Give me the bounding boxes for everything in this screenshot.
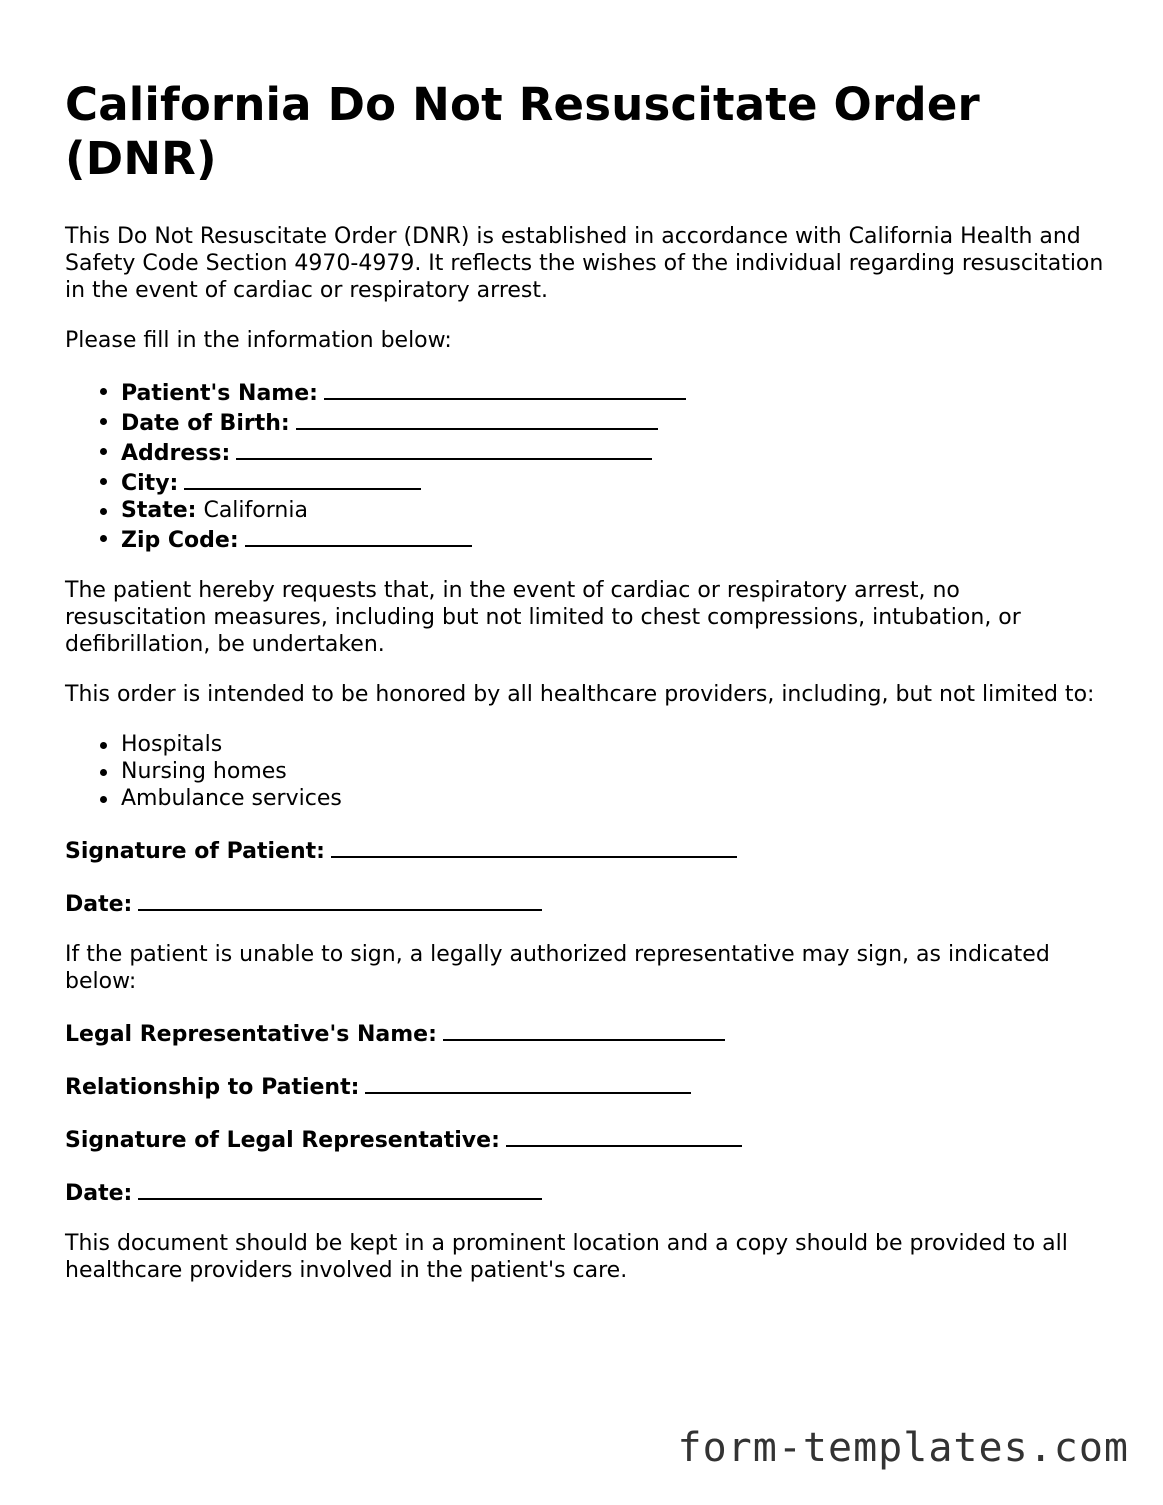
provider-list: [65, 731, 1105, 812]
patient-name-blank[interactable]: [324, 377, 686, 400]
closing-paragraph: This document should be kept in a prominent location and a copy should be provided to all healthcare providers involved in the patient's care.: [65, 1231, 1068, 1283]
field-label: Date of Birth:: [121, 411, 290, 436]
state-value: California: [203, 498, 308, 523]
document-page: [65, 78, 1105, 1284]
request-paragraph: The patient hereby requests that, in the event of cardiac or respiratory arrest, no resuscitation measures, including but not limited to chest compressions, intubation, or defibrillation, be undertaken.: [65, 578, 1021, 657]
list-item: Nursing homes: [121, 758, 1105, 785]
field-address: [121, 437, 1105, 467]
rep-signature-label: Signature of Legal Representative:: [65, 1128, 500, 1153]
address-blank[interactable]: [236, 437, 652, 460]
list-item: Ambulance services: [121, 785, 1105, 812]
rep-date-row: [65, 1177, 1105, 1207]
rep-name-label: Legal Representative's Name:: [65, 1022, 437, 1047]
list-item: Hospitals: [121, 731, 1105, 758]
field-label: Zip Code:: [121, 528, 239, 553]
rep-date-label: Date:: [65, 1181, 133, 1206]
field-patient-name: [121, 377, 1105, 407]
city-blank[interactable]: [184, 467, 421, 490]
field-label: Address:: [121, 441, 231, 466]
field-date-of-birth: [121, 407, 1105, 437]
honored-paragraph: This order is intended to be honored by all healthcare providers, including, but not limited to:: [65, 682, 1095, 707]
rep-relationship-label: Relationship to Patient:: [65, 1075, 360, 1100]
representative-paragraph: If the patient is unable to sign, a legally authorized representative may sign, as indicated below:: [65, 942, 1050, 994]
watermark-logo: form-templates.com: [677, 1425, 1129, 1471]
field-zip-code: [121, 524, 1105, 554]
patient-date-row: [65, 888, 1105, 918]
field-city: [121, 467, 1105, 497]
fill-prompt: Please fill in the information below:: [65, 328, 452, 353]
zip-code-blank[interactable]: [245, 524, 472, 547]
patient-signature-row: [65, 835, 1105, 865]
field-state: [121, 497, 1105, 524]
field-label: State:: [121, 498, 197, 523]
patient-date-label: Date:: [65, 892, 133, 917]
patient-signature-blank[interactable]: [331, 835, 737, 858]
rep-date-blank[interactable]: [138, 1177, 542, 1200]
patient-info-list: [65, 377, 1105, 554]
rep-relationship-row: [65, 1071, 1105, 1101]
intro-paragraph: This Do Not Resuscitate Order (DNR) is established in accordance with California Health and Safety Code Section 4970-4979. It reflects the wishes of the individual regarding resuscitation in the event of cardiac or respiratory arrest.: [65, 224, 1104, 303]
rep-name-blank[interactable]: [443, 1018, 725, 1041]
rep-signature-blank[interactable]: [506, 1124, 742, 1147]
rep-name-row: [65, 1018, 1105, 1048]
patient-signature-label: Signature of Patient:: [65, 839, 325, 864]
patient-date-blank[interactable]: [138, 888, 542, 911]
rep-signature-row: [65, 1124, 1105, 1154]
page-title: California Do Not Resuscitate Order (DNR): [65, 78, 980, 185]
date-of-birth-blank[interactable]: [296, 407, 658, 430]
field-label: Patient's Name:: [121, 381, 318, 406]
field-label: City:: [121, 471, 179, 496]
rep-relationship-blank[interactable]: [365, 1071, 691, 1094]
